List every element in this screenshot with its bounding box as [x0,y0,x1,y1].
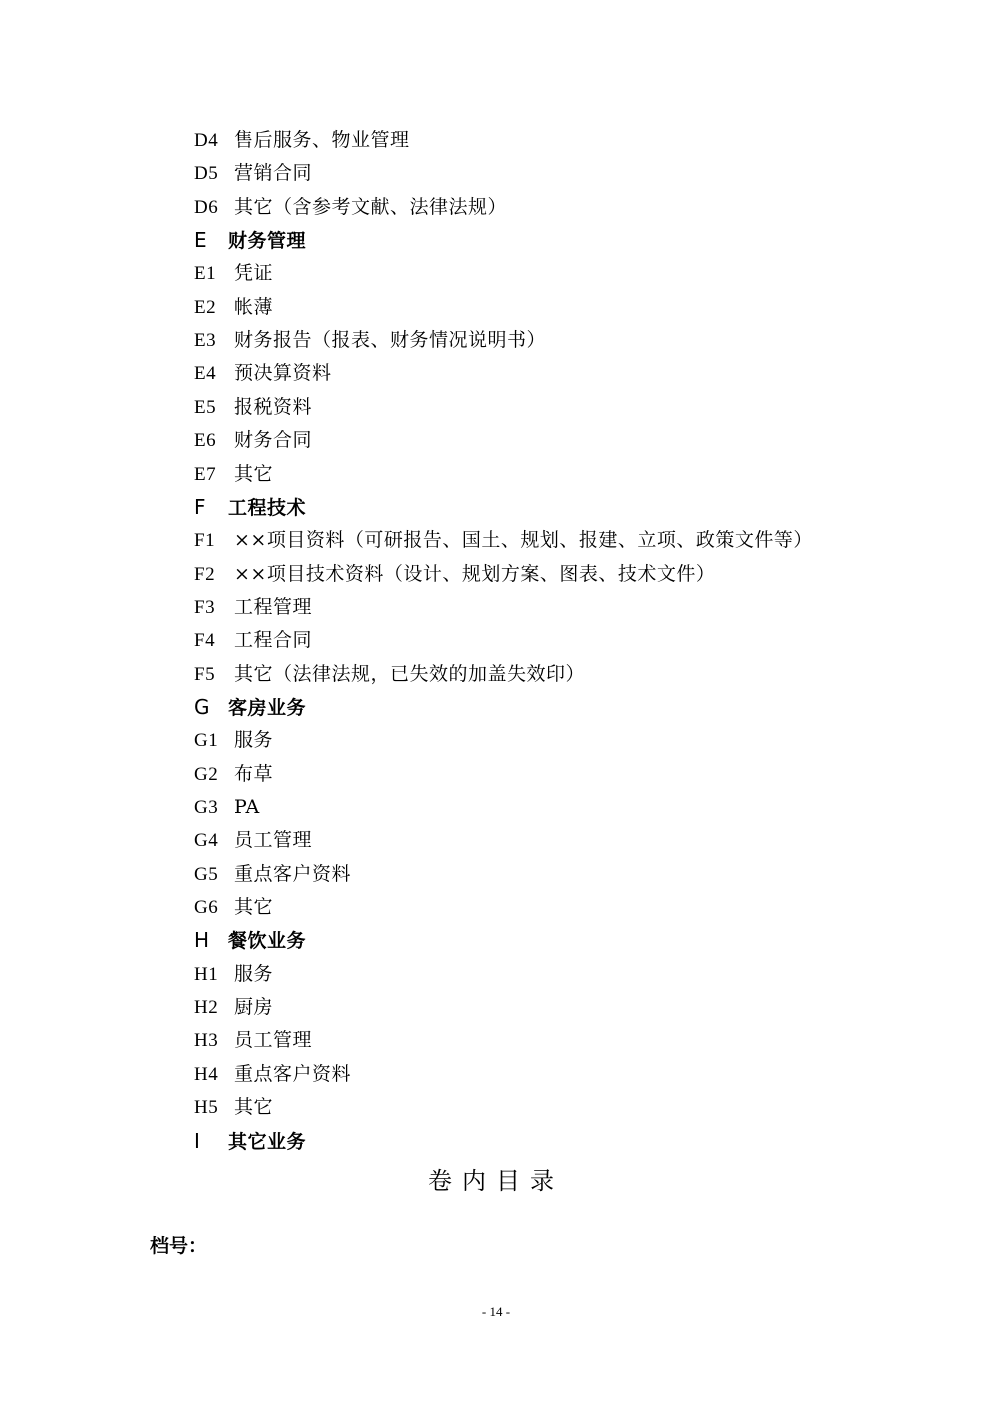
category-item [194,526,813,554]
category-code: G2 [194,763,219,785]
category-item [194,593,312,621]
category-label: 工程管理 [234,595,313,618]
category-item [194,626,312,654]
category-label: 财务报告（报表、财务情况说明书） [234,329,547,352]
category-label: 其它 [234,896,274,919]
category-label: 员工管理 [234,829,313,852]
category-item [194,793,260,821]
category-heading [194,693,306,721]
category-code: H2 [194,997,219,1019]
category-item [194,960,273,988]
category-item [194,193,507,221]
category-heading [194,1127,306,1155]
category-label: 其它（法律法规，已失效的加盖失效印） [234,662,586,685]
category-code: F3 [194,596,216,618]
category-code: E4 [194,363,217,385]
category-item [194,660,585,688]
category-label: 其它（含参考文献、法律法规） [234,195,508,218]
category-label: 其它业务 [228,1130,307,1153]
category-label: 财务合同 [234,429,313,452]
category-code: G4 [194,830,219,852]
category-item [194,359,332,387]
category-item [194,460,273,488]
category-code: F5 [194,663,216,685]
category-code: F [194,494,207,519]
category-item [194,259,273,287]
category-item [194,326,546,354]
category-label: ××项目技术资料（设计、规划方案、图表、技术文件） [234,562,716,585]
category-code: D4 [194,130,219,151]
category-label: 服务 [234,962,274,985]
category-item [194,159,312,187]
category-code: G5 [194,863,219,885]
category-label: 营销合同 [234,162,313,185]
category-label: 帐薄 [234,295,274,318]
category-code: E [194,228,208,253]
category-code: H5 [194,1097,219,1119]
category-heading [194,226,306,254]
page-title: 卷内目录 [428,1167,564,1195]
category-item [194,893,273,921]
category-code: G6 [194,897,219,919]
category-heading [194,926,306,954]
category-code: E3 [194,330,217,352]
category-code: D5 [194,163,219,185]
category-item [194,1026,312,1054]
category-label: 重点客户资料 [234,862,352,885]
category-code: E2 [194,296,217,318]
category-code: E6 [194,430,217,452]
category-code: E5 [194,396,217,418]
category-item [194,860,351,888]
category-code: G [194,694,210,719]
category-label: 布草 [234,762,274,785]
category-code: G1 [194,730,219,752]
category-heading [194,493,306,521]
category-item [194,1060,351,1088]
category-label: 报税资料 [234,395,313,418]
category-label: 员工管理 [234,1029,313,1052]
category-label: 凭证 [234,262,274,285]
category-item [194,560,715,588]
category-label: 其它 [234,1096,274,1119]
category-code: F4 [194,630,216,652]
category-label: 预决算资料 [234,362,332,385]
category-label: 工程合同 [234,629,313,652]
page-number: - 14 - [481,1304,511,1319]
category-item [194,293,273,321]
archive-number-label: 档号： [150,1235,208,1257]
category-label: 厨房 [234,996,274,1019]
category-code: H4 [194,1063,219,1085]
category-code: I [194,1128,201,1153]
category-code: E1 [194,263,217,285]
category-label: 餐饮业务 [228,930,307,953]
category-code: F1 [194,530,216,552]
category-label: PA [234,796,260,818]
category-code: H3 [194,1030,219,1052]
category-code: H1 [194,963,219,985]
category-label: 客房业务 [228,696,307,719]
category-code: D6 [194,196,219,218]
category-item [194,760,273,788]
category-item [194,826,312,854]
category-code: E7 [194,463,217,485]
category-item [194,993,273,1021]
category-item [194,726,273,754]
category-label: ××项目资料（可研报告、国土、规划、报建、立项、政策文件等） [234,529,813,552]
category-item [194,393,312,421]
category-code: F2 [194,563,216,585]
category-item [194,1093,273,1121]
category-label: 售后服务、物业管理 [234,129,410,151]
category-label: 服务 [234,729,274,752]
category-label: 其它 [234,462,274,485]
category-label: 重点客户资料 [234,1062,352,1085]
category-item [194,426,312,454]
category-item [194,126,410,154]
category-label: 工程技术 [228,496,307,519]
category-code: H [194,928,210,953]
category-code: G3 [194,797,219,818]
category-label: 财务管理 [228,230,307,253]
